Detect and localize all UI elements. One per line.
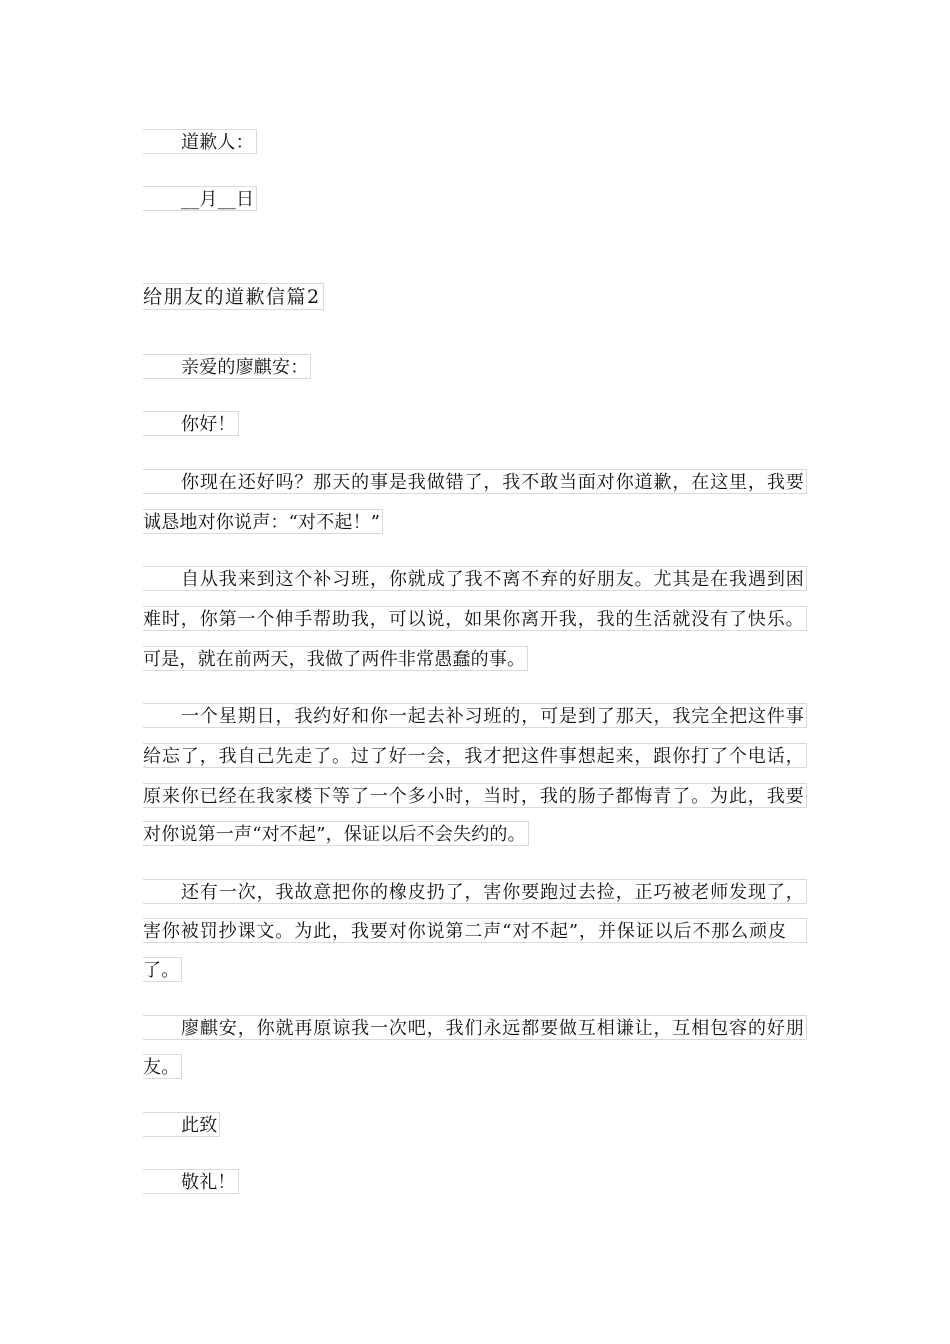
paragraph-2-line-2: 难时，你第一个伸手帮助我，可以说，如果你离开我，我的生活就没有了快乐。 [143, 606, 807, 631]
paragraph-3-line-4: 对你说第一声“对不起”，保证以后不会失约的。 [143, 821, 529, 846]
paragraph-4-line-1: 还有一次，我故意把你的橡皮扔了，害你要跑过去捡，正巧被老师发现了， [143, 879, 807, 904]
paragraph-3-line-1: 一个星期日，我约好和你一起去补习班的，可是到了那天，我完全把这件事 [143, 703, 807, 728]
paragraph-1-line-2: 诚恳地对你说声：“对不起！” [143, 509, 383, 534]
apologizer-label: 道歉人： [143, 129, 257, 154]
paragraph-2-line-1: 自从我来到这个补习班，你就成了我不离不弃的好朋友。尤其是在我遇到困 [143, 566, 807, 591]
paragraph-2-line-3: 可是，就在前两天，我做了两件非常愚蠢的事。 [143, 646, 528, 671]
paragraph-1-line-1: 你现在还好吗？那天的事是我做错了，我不敢当面对你道歉，在这里，我要 [143, 469, 807, 494]
salutation: 亲爱的廖麒安： [143, 354, 311, 379]
date-line: __月__日 [143, 186, 257, 211]
section-title: 给朋友的道歉信篇2 [143, 283, 324, 310]
paragraph-4-line-3: 了。 [143, 957, 182, 982]
paragraph-5-line-1: 廖麒安，你就再原谅我一次吧，我们永远都要做互相谦让，互相包容的好朋 [143, 1015, 807, 1040]
paragraph-3-line-2: 给忘了，我自己先走了。过了好一会，我才把这件事想起来，跟你打了个电话， [143, 743, 807, 768]
greeting: 你好！ [143, 411, 239, 436]
paragraph-4-line-2: 害你被罚抄课文。为此，我要对你说第二声“对不起”，并保证以后不那么顽皮 [143, 918, 807, 943]
paragraph-3-line-3: 原来你已经在我家楼下等了一个多小时，当时，我的肠子都悔青了。为此，我要 [143, 783, 807, 808]
paragraph-5-line-2: 友。 [143, 1054, 182, 1079]
closing: 此致 [143, 1112, 220, 1137]
regards: 敬礼！ [143, 1169, 239, 1194]
